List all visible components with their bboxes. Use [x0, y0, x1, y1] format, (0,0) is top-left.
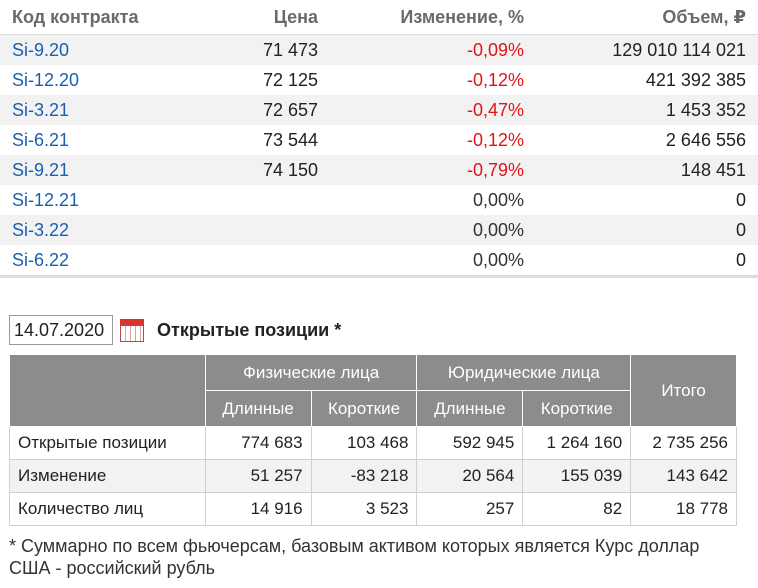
cell-leg-long: 257 [417, 493, 523, 526]
footnote: * Суммарно по всем фьючерсам, базовым активом которых является Курс доллар США - российский рубль [9, 536, 700, 578]
contract-price: 72 125 [262, 69, 318, 90]
table-row [0, 95, 758, 125]
table-row [10, 460, 737, 493]
cell-ind-short: -83 218 [311, 460, 417, 493]
contract-volume: 2 646 556 [665, 129, 746, 150]
header-ind-long: Длинные [205, 391, 311, 427]
contracts-header-row [0, 0, 758, 35]
corner-cell [10, 355, 206, 427]
cell-leg-short: 82 [523, 493, 631, 526]
contracts-rows [0, 35, 758, 278]
contract-price: 72 657 [262, 99, 318, 120]
contract-change: -0,12% [466, 69, 524, 90]
table-row [0, 155, 758, 185]
contract-price: 71 473 [262, 39, 318, 60]
contract-change: 0,00% [472, 219, 524, 240]
cell-ind-long: 51 257 [205, 460, 311, 493]
contract-change: -0,47% [466, 99, 524, 120]
cell-leg-long: 20 564 [417, 460, 523, 493]
open-positions-table [9, 354, 737, 526]
table-row [10, 427, 737, 460]
contract-link[interactable]: Si-9.20 [12, 39, 70, 60]
cell-leg-long: 592 945 [417, 427, 523, 460]
contract-price: 73 544 [262, 129, 318, 150]
contract-link[interactable]: Si-6.21 [12, 129, 70, 150]
date-row [9, 315, 341, 345]
contract-change: -0,09% [466, 39, 524, 60]
table-row [0, 125, 758, 155]
section-title: Открытые позиции * [157, 319, 342, 340]
contract-volume: 421 392 385 [645, 69, 746, 90]
cell-leg-short: 155 039 [523, 460, 631, 493]
contract-link[interactable]: Si-3.21 [12, 99, 70, 120]
contract-volume: 0 [735, 219, 746, 240]
table-row [0, 35, 758, 65]
row-label: Открытые позиции [10, 427, 206, 460]
contract-link[interactable]: Si-12.21 [12, 189, 80, 210]
calendar-icon[interactable] [120, 319, 144, 341]
date-input[interactable] [9, 315, 113, 345]
table-row [0, 65, 758, 95]
header-total: Итого [631, 355, 737, 427]
contract-volume: 148 451 [680, 159, 746, 180]
header-individuals: Физические лица [205, 355, 417, 391]
table-row [0, 245, 758, 275]
contract-volume: 1 453 352 [665, 99, 746, 120]
header-ind-short: Короткие [311, 391, 417, 427]
contract-link[interactable]: Si-6.22 [12, 249, 70, 270]
header-leg-long: Длинные [417, 391, 523, 427]
contract-change: 0,00% [472, 249, 524, 270]
contract-link[interactable]: Si-9.21 [12, 159, 70, 180]
contract-link[interactable]: Si-3.22 [12, 219, 70, 240]
contracts-table [0, 0, 758, 278]
cell-ind-long: 14 916 [205, 493, 311, 526]
header-code: Код контракта [12, 6, 139, 27]
contract-volume: 0 [735, 249, 746, 270]
header-price: Цена [273, 6, 318, 27]
contract-volume: 129 010 114 021 [612, 39, 746, 60]
table-row [10, 493, 737, 526]
cell-ind-long: 774 683 [205, 427, 311, 460]
contract-link[interactable]: Si-12.20 [12, 69, 80, 90]
contract-price: 74 150 [262, 159, 318, 180]
cell-ind-short: 103 468 [311, 427, 417, 460]
contract-change: -0,12% [466, 129, 524, 150]
cell-ind-short: 3 523 [311, 493, 417, 526]
cell-leg-short: 1 264 160 [523, 427, 631, 460]
cell-total: 2 735 256 [631, 427, 737, 460]
table-row [0, 185, 758, 215]
contract-change: 0,00% [472, 189, 524, 210]
row-label: Изменение [10, 460, 206, 493]
table-row [0, 215, 758, 245]
contract-change: -0,79% [466, 159, 524, 180]
cell-total: 143 642 [631, 460, 737, 493]
header-leg-short: Короткие [523, 391, 631, 427]
contract-volume: 0 [735, 189, 746, 210]
cell-total: 18 778 [631, 493, 737, 526]
header-volume: Объем, ₽ [662, 6, 746, 27]
header-legal: Юридические лица [417, 355, 631, 391]
header-change: Изменение, % [400, 6, 524, 27]
row-label: Количество лиц [10, 493, 206, 526]
